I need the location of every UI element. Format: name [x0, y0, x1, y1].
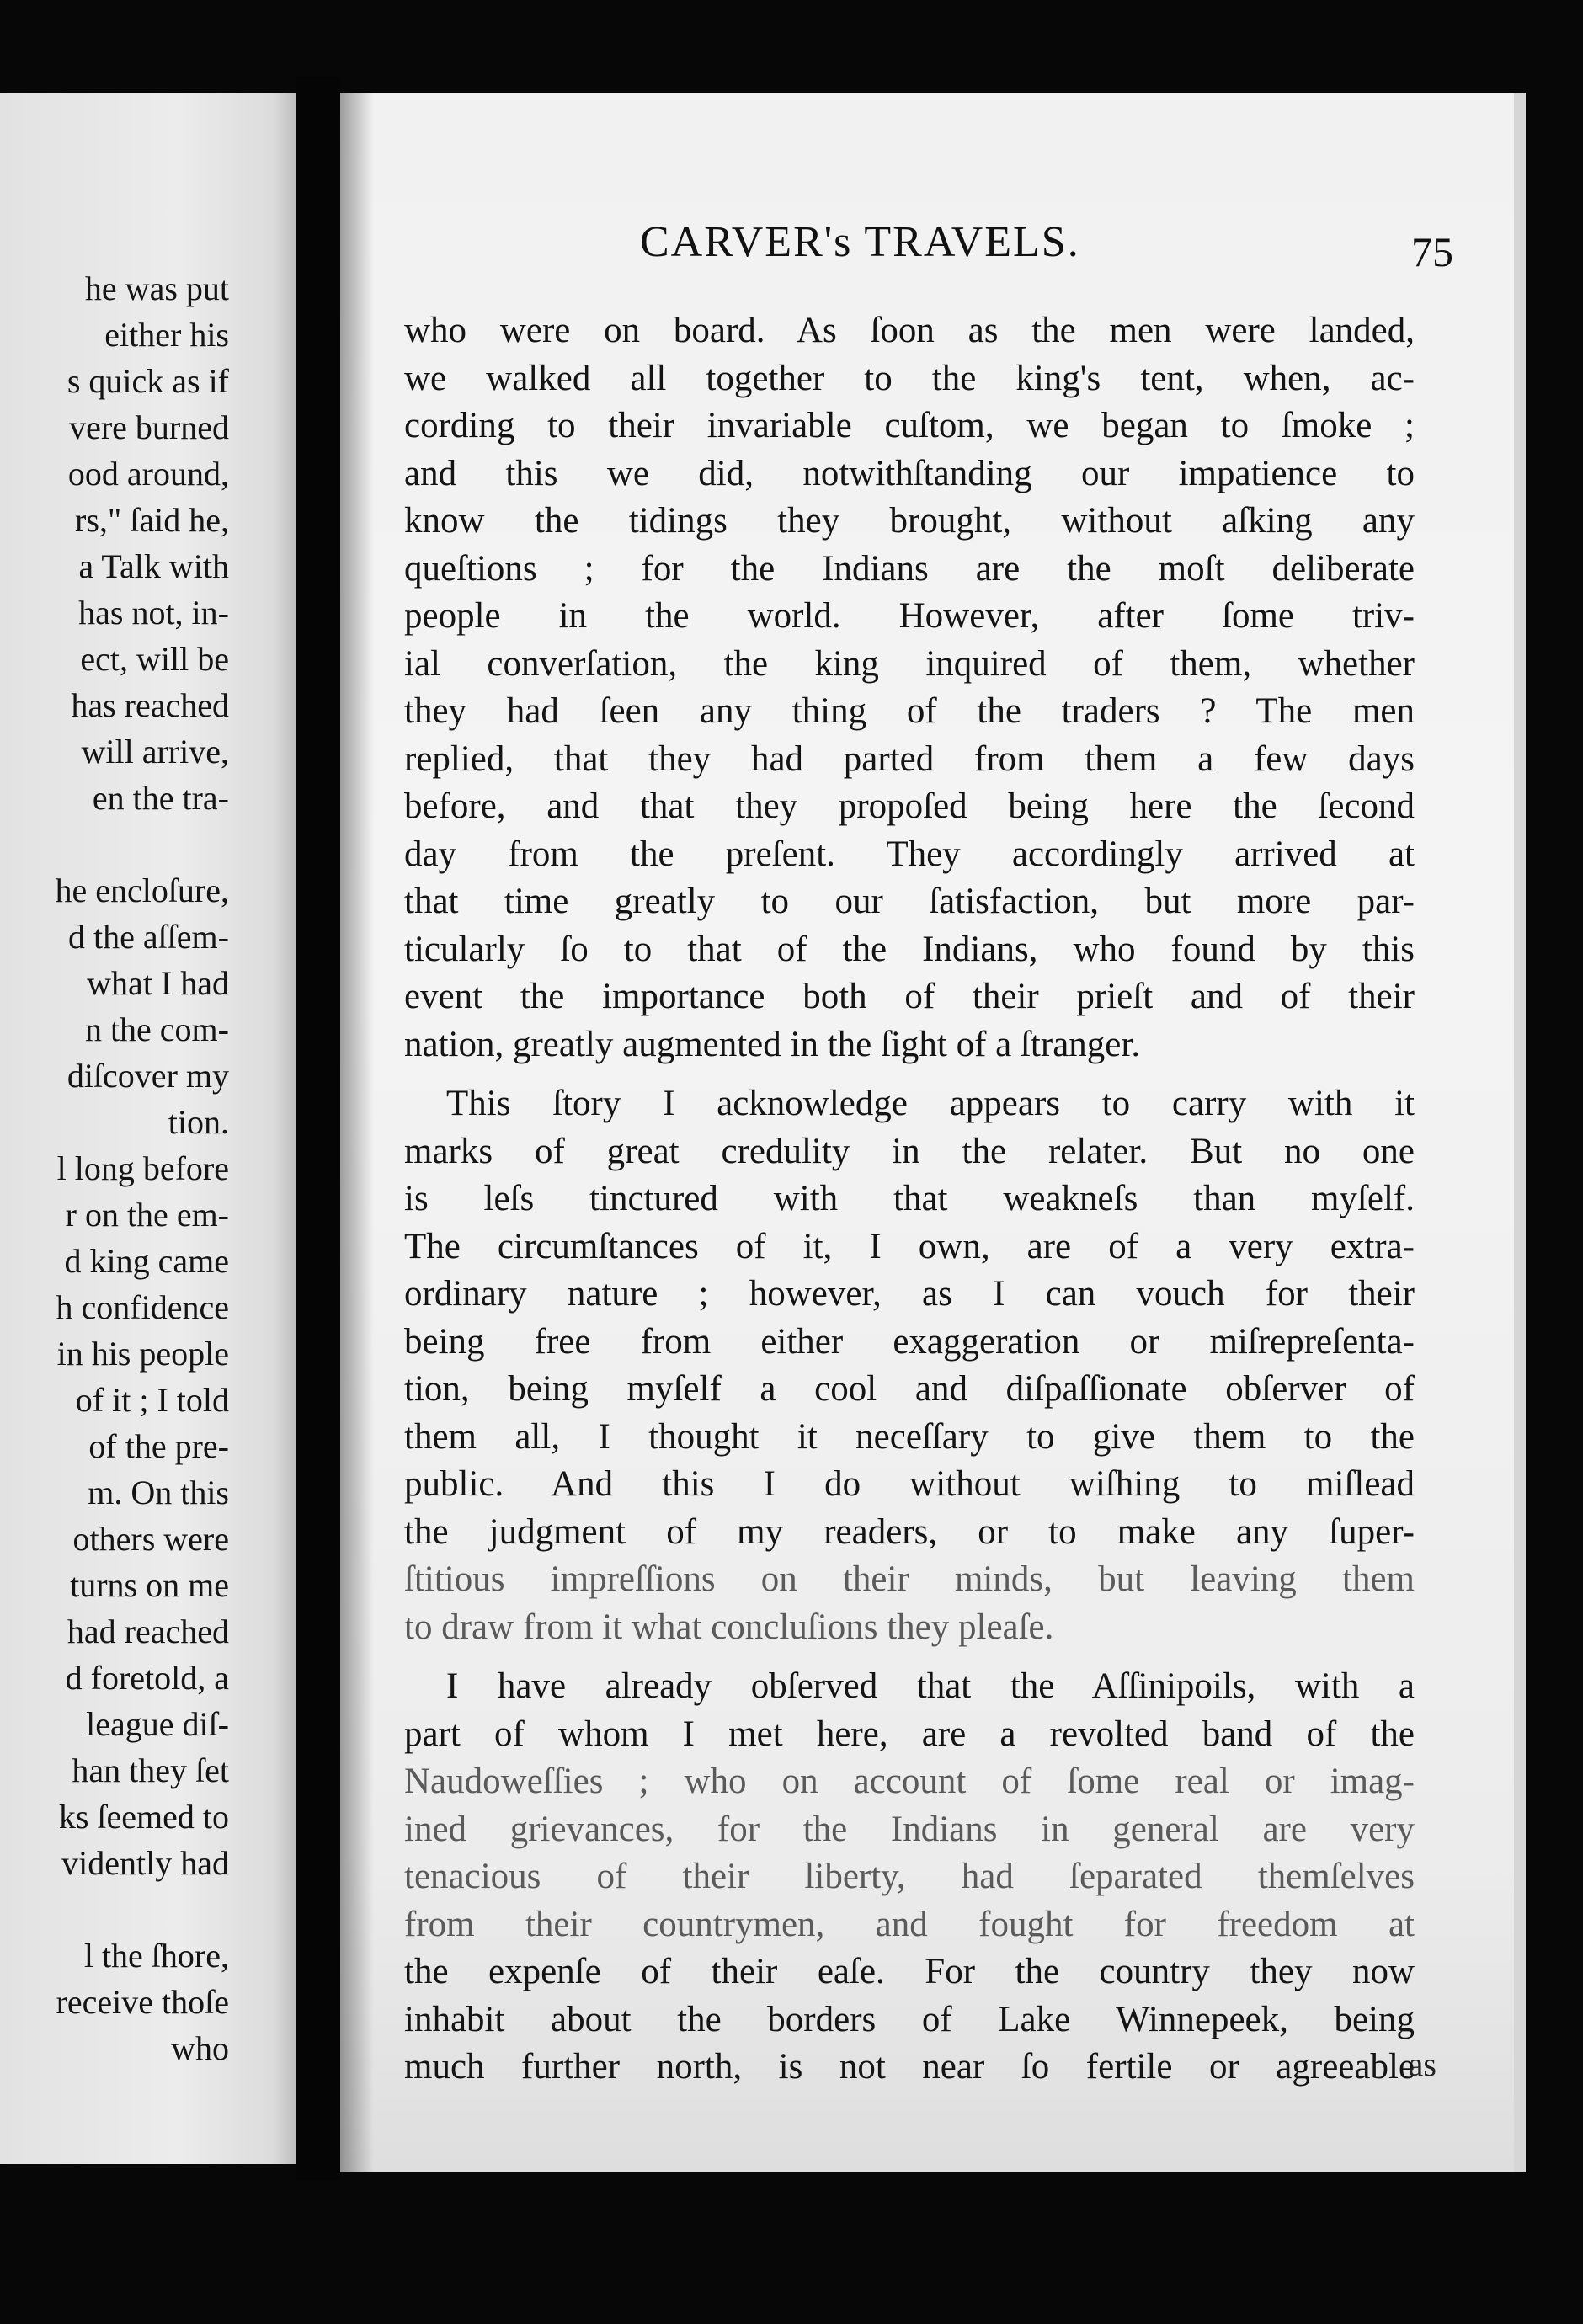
text-line: cording to their invariable cuſtom, we began to ſmoke ; — [404, 406, 1415, 445]
text-line: ial converſation, the king inquired of them, whether — [404, 643, 1415, 684]
left-text-line: turns on me — [70, 1566, 229, 1604]
text-line: inhabit about the borders of Lake Winnepeek, being — [404, 1999, 1415, 2039]
text-line: day from the preſent. They accordingly arrived at — [404, 834, 1415, 874]
left-text-line: vere burned — [69, 408, 229, 446]
text-line: This ſtory I acknowledge appears to carry with it — [446, 1084, 1415, 1123]
left-text-line: he was put — [84, 269, 229, 307]
left-text-line: had reached — [67, 1612, 229, 1650]
text-line: who were on board. As ſoon as the men were landed, — [404, 311, 1415, 350]
text-line: we walked all together to the king's tent, when, ac- — [404, 358, 1415, 398]
left-text-line: r on the em- — [65, 1196, 229, 1234]
left-text-line: n the com- — [84, 1010, 229, 1048]
left-text-line: what I had — [87, 964, 229, 1002]
text-line: public. And this I do without wiſhing to miſlead — [404, 1464, 1415, 1504]
text-line: marks of great credulity in the relater. But no one — [404, 1131, 1415, 1171]
right-page — [340, 93, 1526, 2172]
text-line: they had ſeen any thing of the traders ? The men — [404, 691, 1415, 731]
text-line: the judgment of my readers, or to make any ſuper- — [404, 1511, 1415, 1552]
left-text-line: l long before — [56, 1149, 229, 1187]
left-text-line: tion. — [168, 1103, 229, 1141]
text-line: them all, I thought it neceſſary to give them to the — [404, 1416, 1415, 1457]
left-text-line: m. On this — [88, 1474, 229, 1511]
left-text-line: ect, will be — [80, 640, 229, 678]
text-line: I have already obſerved that the Aſſinipoils, with a — [446, 1666, 1415, 1706]
left-text-line: a Talk with — [78, 547, 229, 585]
left-text-line: vidently had — [61, 1844, 229, 1882]
text-line: the expenſe of their eaſe. For the country they now — [404, 1952, 1415, 1991]
left-text-line: has reached — [71, 686, 229, 724]
text-line: being free from either exaggeration or miſrepreſenta- — [404, 1321, 1415, 1362]
left-text-line: receive thoſe — [56, 1983, 229, 2021]
left-text-line — [0, 821, 229, 867]
paragraph-gap — [404, 1069, 1415, 1080]
text-line: from their countrymen, and fought for freedom at — [404, 1904, 1415, 1944]
text-line: is leſs tinctured with that weakneſs than myſelf. — [404, 1179, 1415, 1218]
left-text-line: has not, in- — [78, 594, 229, 632]
running-head: CARVER's TRAVELS. — [640, 218, 1080, 266]
left-text-line: who — [171, 2029, 229, 2067]
text-line: before, and that they propoſed being here the ſecond — [404, 786, 1415, 826]
left-text-line: of the pre- — [88, 1427, 229, 1465]
text-line: Naudoweſſies ; who on account of ſome real or imag- — [404, 1762, 1415, 1801]
text-line: The circumſtances of it, I own, are of a very extra- — [404, 1226, 1415, 1266]
page-gutter — [296, 76, 340, 2181]
text-line: ined grievances, for the Indians in general are very — [404, 1809, 1415, 1849]
text-line: and this we did, notwithſtanding our impatience to — [404, 453, 1415, 493]
left-page-text — [0, 265, 229, 2071]
page-number: 75 — [1411, 228, 1453, 275]
left-text-line: either his — [104, 316, 229, 354]
text-line: that time greatly to our ſatisfaction, but more par- — [404, 882, 1415, 921]
text-line: people in the world. However, after ſome triv- — [404, 596, 1415, 636]
body-text — [404, 307, 1415, 2092]
text-line: ſtitious impreſſions on their minds, but leaving them — [404, 1559, 1415, 1599]
left-text-line: will arrive, — [81, 733, 229, 770]
left-text-line: d the aſſem- — [67, 918, 229, 956]
text-line: tenacious of their liberty, had ſeparated themſelves — [404, 1857, 1415, 1896]
left-text-line: ks ſeemed to — [58, 1798, 229, 1836]
left-text-line: ood around, — [67, 455, 229, 493]
text-line: event the importance both of their prieſt and of their — [404, 977, 1415, 1016]
text-line: replied, that they had parted from them a few days — [404, 738, 1415, 779]
left-text-line: d foretold, a — [65, 1659, 229, 1697]
left-text-line — [0, 1886, 229, 1932]
text-line: ticularly ſo to that of the Indians, who found by this — [404, 929, 1415, 969]
left-text-line: he encloſure, — [55, 872, 229, 909]
text-line: queſtions ; for the Indians are the moſt deliberate — [404, 548, 1415, 589]
left-text-line: han they ſet — [72, 1751, 229, 1789]
text-line: tion, being myſelf a cool and diſpaſſionate obſerver of — [404, 1369, 1415, 1409]
left-text-line: en the tra- — [92, 779, 229, 817]
left-text-line: others were — [72, 1520, 229, 1558]
left-text-line: of it ; I told — [75, 1381, 229, 1419]
text-line: ordinary nature ; however, as I can vouch for their — [404, 1274, 1415, 1314]
left-page-fragment — [0, 93, 296, 2164]
left-text-line: d king came — [64, 1242, 229, 1280]
text-line: part of whom I met here, are a revolted band of the — [404, 1714, 1415, 1754]
left-text-line: league diſ- — [86, 1705, 229, 1743]
left-text-line: l the ſhore, — [83, 1937, 229, 1975]
text-line: nation, greatly augmented in the ſight of a ſtranger. — [404, 1024, 1141, 1064]
text-line: much further north, is not near ſo fertile or agreeable — [404, 2047, 1415, 2087]
paragraph-gap — [404, 1651, 1415, 1663]
text-line: know the tidings they brought, without aſking any — [404, 501, 1415, 541]
catchword: as — [1408, 2045, 1436, 2083]
binding-shadow — [340, 93, 374, 2172]
left-text-line: h confidence — [56, 1288, 229, 1326]
text-line: to draw from it what concluſions they pleaſe. — [404, 1607, 1054, 1647]
left-text-line: s quick as if — [67, 362, 229, 400]
left-text-line: rs," ſaid he, — [75, 501, 229, 539]
left-text-line: in his people — [56, 1335, 229, 1373]
left-text-line: diſcover my — [67, 1057, 229, 1095]
